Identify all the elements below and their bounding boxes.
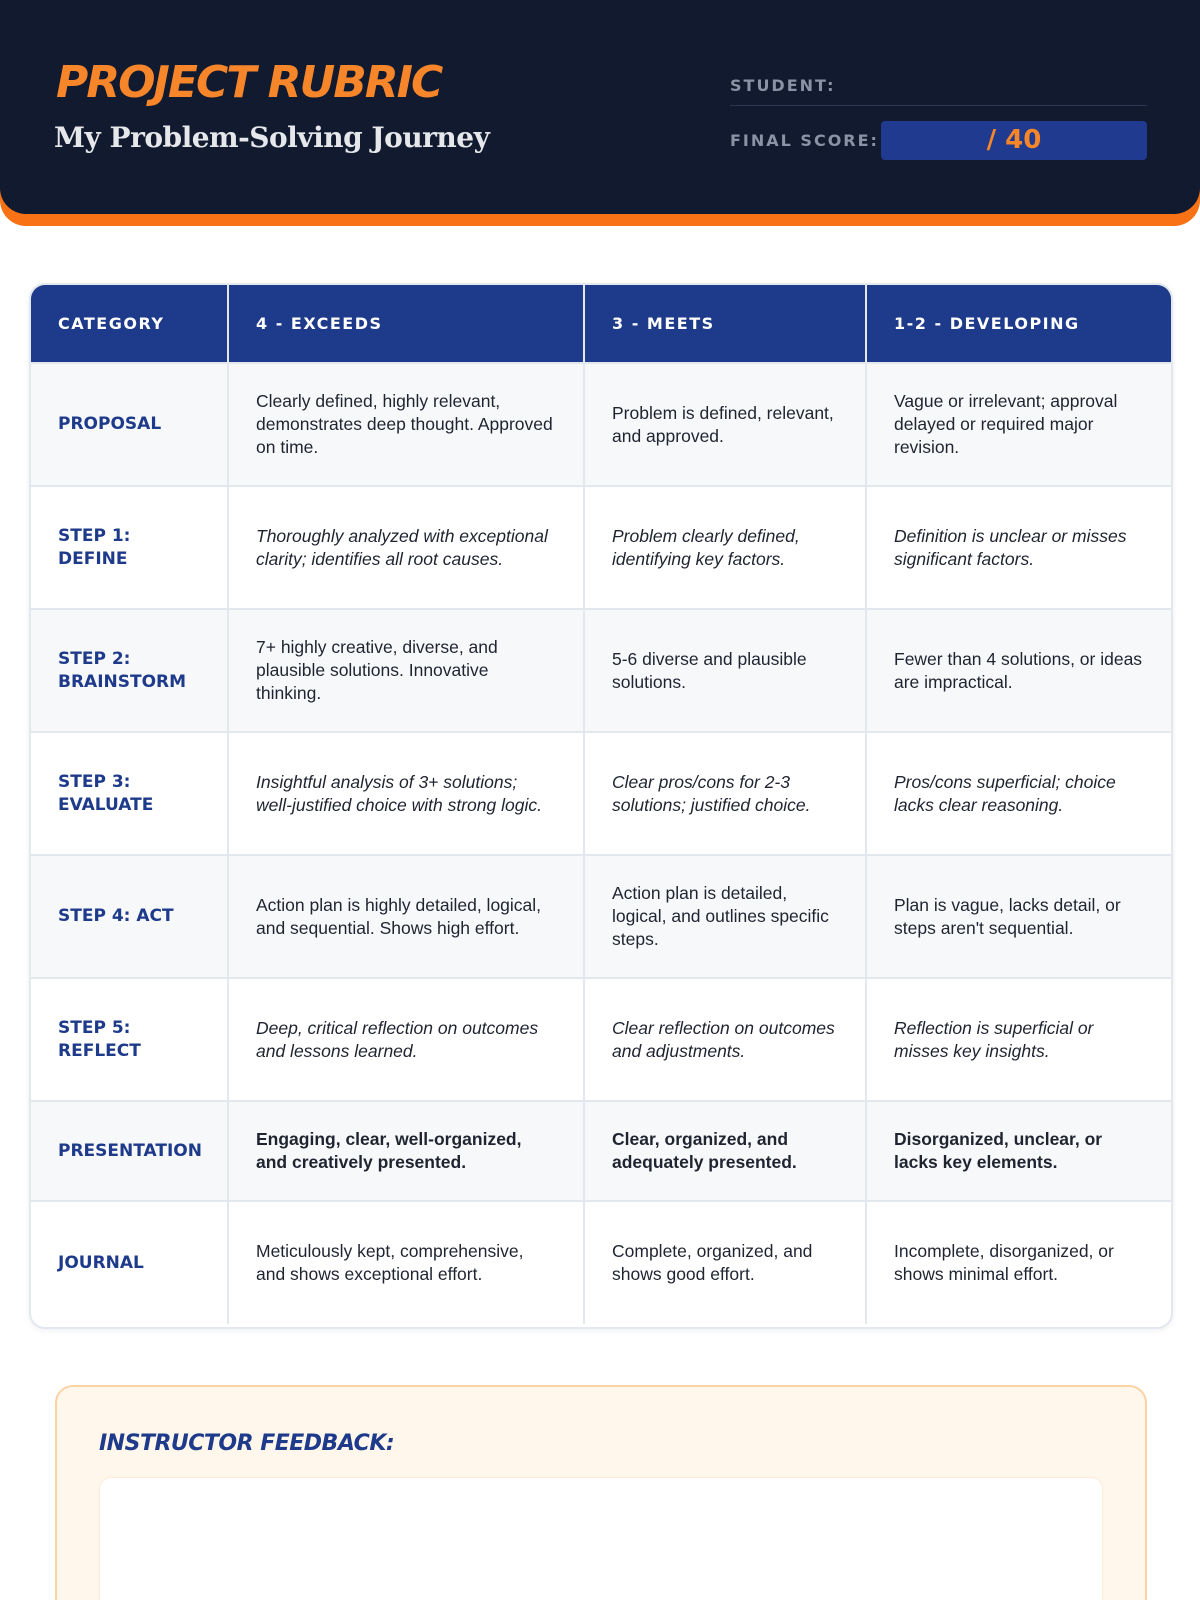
- cell-exceeds: Deep, critical reflection on outcomes and lessons learned.: [228, 978, 584, 1101]
- table-row: [31, 609, 1171, 732]
- cell-exceeds: Meticulously kept, comprehensive, and shows exceptional effort.: [228, 1201, 584, 1324]
- cell-meets: Complete, organized, and shows good effort.: [584, 1201, 866, 1324]
- table-row: [31, 978, 1171, 1101]
- table-row: [31, 732, 1171, 855]
- row-category: STEP 2: BRAINSTORM: [31, 609, 228, 732]
- cell-meets: Problem clearly defined, identifying key factors.: [584, 486, 866, 609]
- cell-developing: Disorganized, unclear, or lacks key elements.: [866, 1101, 1171, 1201]
- cell-developing: Pros/cons superficial; choice lacks clear reasoning.: [866, 732, 1171, 855]
- rubric-table: [29, 283, 1173, 1329]
- cell-meets: Action plan is detailed, logical, and outlines specific steps.: [584, 855, 866, 978]
- cell-meets: Problem is defined, relevant, and approved.: [584, 363, 866, 486]
- column-header-developing: 1-2 - DEVELOPING: [866, 285, 1171, 363]
- final-score-label: FINAL SCORE:: [730, 131, 879, 150]
- feedback-text-area[interactable]: [99, 1477, 1103, 1600]
- cell-developing: Vague or irrelevant; approval delayed or required major revision.: [866, 363, 1171, 486]
- row-category: STEP 5: REFLECT: [31, 978, 228, 1101]
- page-title: PROJECT RUBRIC: [56, 57, 442, 108]
- row-category: PRESENTATION: [31, 1101, 228, 1201]
- cell-exceeds: Insightful analysis of 3+ solutions; well-justified choice with strong logic.: [228, 732, 584, 855]
- student-name-field[interactable]: [730, 105, 1147, 106]
- cell-meets: Clear reflection on outcomes and adjustments.: [584, 978, 866, 1101]
- final-score-field[interactable]: / 40: [881, 121, 1147, 160]
- student-label: STUDENT:: [730, 76, 836, 95]
- cell-developing: Reflection is superficial or misses key insights.: [866, 978, 1171, 1101]
- table-header-row: [31, 285, 1171, 363]
- table-row: [31, 1101, 1171, 1201]
- column-header-category: CATEGORY: [31, 285, 228, 363]
- cell-meets: 5-6 diverse and plausible solutions.: [584, 609, 866, 732]
- cell-developing: Definition is unclear or misses significant factors.: [866, 486, 1171, 609]
- column-header-meets: 3 - MEETS: [584, 285, 866, 363]
- cell-exceeds: Action plan is highly detailed, logical, and sequential. Shows high effort.: [228, 855, 584, 978]
- table-row: [31, 1201, 1171, 1324]
- table-row: [31, 363, 1171, 486]
- cell-exceeds: Clearly defined, highly relevant, demonstrates deep thought. Approved on time.: [228, 363, 584, 486]
- row-category: STEP 4: ACT: [31, 855, 228, 978]
- row-category: STEP 3: EVALUATE: [31, 732, 228, 855]
- feedback-title: INSTRUCTOR FEEDBACK:: [99, 1431, 395, 1456]
- cell-developing: Incomplete, disorganized, or shows minimal effort.: [866, 1201, 1171, 1324]
- cell-meets: Clear pros/cons for 2-3 solutions; justified choice.: [584, 732, 866, 855]
- cell-exceeds: Thoroughly analyzed with exceptional clarity; identifies all root causes.: [228, 486, 584, 609]
- row-category: STEP 1: DEFINE: [31, 486, 228, 609]
- cell-developing: Fewer than 4 solutions, or ideas are impractical.: [866, 609, 1171, 732]
- header: [0, 0, 1200, 214]
- row-category: PROPOSAL: [31, 363, 228, 486]
- table-row: [31, 486, 1171, 609]
- cell-exceeds: 7+ highly creative, diverse, and plausible solutions. Innovative thinking.: [228, 609, 584, 732]
- page-subtitle: My Problem-Solving Journey: [54, 121, 490, 154]
- cell-exceeds: Engaging, clear, well-organized, and creatively presented.: [228, 1101, 584, 1201]
- cell-meets: Clear, organized, and adequately presented.: [584, 1101, 866, 1201]
- row-category: JOURNAL: [31, 1201, 228, 1324]
- instructor-feedback-panel: [55, 1385, 1147, 1600]
- cell-developing: Plan is vague, lacks detail, or steps aren't sequential.: [866, 855, 1171, 978]
- table-row: [31, 855, 1171, 978]
- column-header-exceeds: 4 - EXCEEDS: [228, 285, 584, 363]
